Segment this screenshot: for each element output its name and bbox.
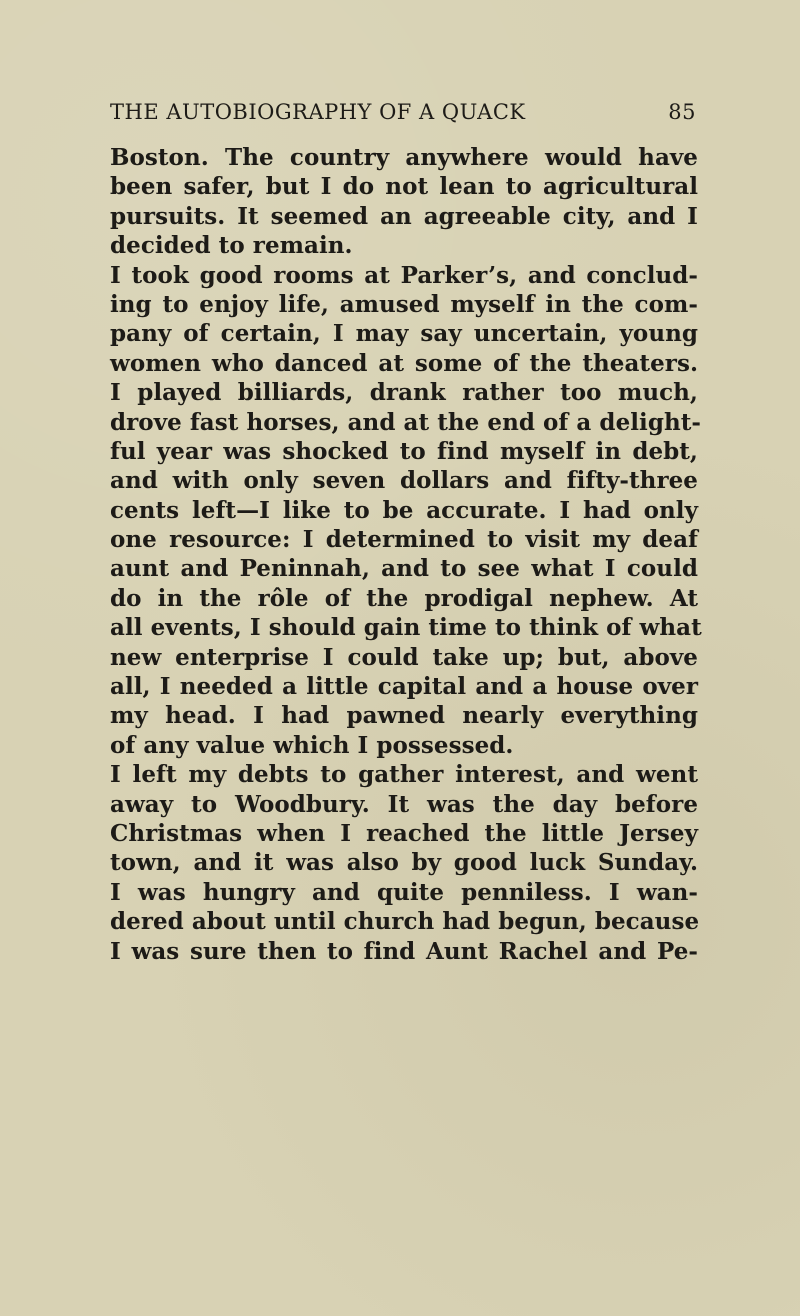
page-number: 85 xyxy=(668,100,696,124)
text-line: I was sure then to find Aunt Rachel and Pe- xyxy=(110,937,698,965)
text-line: I played billiards, drank rather too much, xyxy=(110,379,698,407)
text-line: Christmas when I reached the little Jersey xyxy=(110,819,698,847)
text-line: and with only seven dollars and fifty-three xyxy=(110,467,698,495)
text-line: ing to enjoy life, amused myself in the com- xyxy=(110,290,698,318)
text-line: Boston. The country anywhere would have xyxy=(110,144,698,171)
text-line: women who danced at some of the theaters. xyxy=(110,349,698,377)
text-line: ful year was shocked to find myself in debt, xyxy=(110,437,698,465)
text-line: town, and it was also by good luck Sunday. xyxy=(110,849,698,877)
text-line: decided to remain. xyxy=(110,232,353,260)
text-line: do in the rôle of the prodigal nephew. At xyxy=(110,584,698,612)
text-line: all events, I should gain time to think of what xyxy=(110,614,702,642)
text-line: away to Woodbury. It was the day before xyxy=(110,790,698,818)
page-header xyxy=(110,100,696,124)
text-line: of any value which I possessed. xyxy=(110,731,514,759)
text-line: been safer, but I do not lean to agricultural xyxy=(110,173,698,201)
text-line: new enterprise I could take up; but, above xyxy=(110,643,698,671)
text-line: cents left—I like to be accurate. I had only xyxy=(110,496,698,524)
text-line: aunt and Peninnah, and to see what I could xyxy=(110,555,698,583)
text-line: drove fast horses, and at the end of a delight- xyxy=(110,408,701,436)
text-line: dered about until church had begun, because xyxy=(110,908,700,936)
text-line: pursuits. It seemed an agreeable city, and I xyxy=(110,202,698,230)
running-title: THE AUTOBIOGRAPHY OF A QUACK xyxy=(110,100,526,124)
body-text xyxy=(110,143,702,966)
text-line: I left my debts to gather interest, and went xyxy=(110,761,698,789)
text-line: my head. I had pawned nearly everything xyxy=(110,702,698,730)
text-line: one resource: I determined to visit my deaf xyxy=(110,526,698,554)
text-line: pany of certain, I may say uncertain, young xyxy=(110,320,698,348)
text-line: all, I needed a little capital and a house over xyxy=(110,673,698,701)
text-line: I took good rooms at Parker’s, and conclud- xyxy=(110,261,698,289)
text-line: I was hungry and quite penniless. I wan- xyxy=(110,878,698,906)
